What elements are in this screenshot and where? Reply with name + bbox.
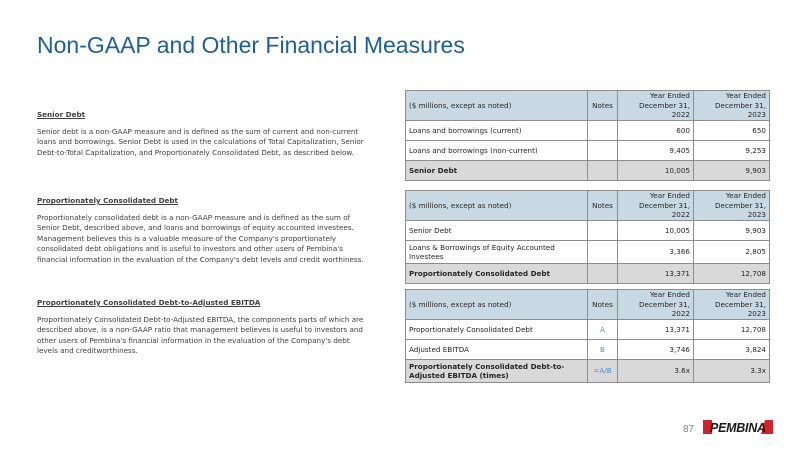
header-2022: Year Ended December 31, 2022 <box>618 91 694 121</box>
header-2023: Year Ended December 31, 2023 <box>694 91 770 121</box>
table-total-row <box>406 263 770 283</box>
header-notes: Notes <box>588 191 618 221</box>
row-note <box>588 120 618 140</box>
row-note: A <box>588 319 618 339</box>
row-value-2022: 13,371 <box>618 263 694 283</box>
row-note: =A/B <box>588 359 618 382</box>
row-label: Proportionately Consolidated Debt <box>406 263 588 283</box>
table-total-row <box>406 359 770 382</box>
pembina-logo <box>703 418 773 436</box>
section-heading: Senior Debt <box>37 110 86 119</box>
row-note <box>588 263 618 283</box>
table-header-row <box>406 290 770 320</box>
debt-to-ebitda-table <box>405 289 770 383</box>
header-units: ($ millions, except as noted) <box>406 191 588 221</box>
row-label: Loans and borrowings (non-current) <box>406 140 588 160</box>
section-senior-debt <box>37 110 367 158</box>
row-value-2023: 9,253 <box>694 140 770 160</box>
row-value-2022: 3,746 <box>618 339 694 359</box>
header-2022: Year Ended December 31, 2022 <box>618 290 694 320</box>
section-debt-to-ebitda <box>37 298 367 357</box>
row-value-2022: 3.6x <box>618 359 694 382</box>
row-note <box>588 240 618 263</box>
table-header-row <box>406 91 770 121</box>
row-note <box>588 220 618 240</box>
header-notes: Notes <box>588 290 618 320</box>
section-body: Proportionately Consolidated Debt-to-Adjusted EBITDA, the components parts of which are described above, is a non-GAAP ratio that management believes is useful to investors and other users of Pembina's financial information in the evaluation of the Company's debt levels and creditworthiness. <box>37 314 364 356</box>
row-value-2023: 9,903 <box>694 160 770 180</box>
table-row <box>406 339 770 359</box>
section-heading: Proportionately Consolidated Debt-to-Adjusted EBITDA <box>37 298 261 307</box>
row-value-2022: 10,005 <box>618 160 694 180</box>
row-note <box>588 140 618 160</box>
row-label: Senior Debt <box>406 220 588 240</box>
section-heading: Proportionately Consolidated Debt <box>37 196 178 205</box>
row-value-2022: 13,371 <box>618 319 694 339</box>
row-label: Adjusted EBITDA <box>406 339 588 359</box>
table-header-row <box>406 191 770 221</box>
row-label: Proportionately Consolidated Debt-to-Adjusted EBITDA (times) <box>406 359 588 382</box>
section-body: Proportionately consolidated debt is a non-GAAP measure and is defined as the sum of Senior Debt, described above, and loans and borrowings of equity accounted investees. Management believes this is a valuable measure of the Company's proportionately consolidated debt obligations and is useful to investors and other users of Pembina's financial information in the evaluation of the Company's debt levels and credit worthiness. <box>37 212 364 264</box>
proportionate-debt-table <box>405 190 770 284</box>
row-value-2023: 3,824 <box>694 339 770 359</box>
row-value-2023: 12,708 <box>694 263 770 283</box>
table-row <box>406 220 770 240</box>
table-row <box>406 319 770 339</box>
row-label: Proportionately Consolidated Debt <box>406 319 588 339</box>
table-row <box>406 240 770 263</box>
header-2023: Year Ended December 31, 2023 <box>694 191 770 221</box>
section-body: Senior debt is a non-GAAP measure and is defined as the sum of current and non-current loans and borrowings. Senior Debt is used in the calculations of Total Capitalization, Senior Debt-to-Total Capitalization, and Proportionately Consolidated Debt, as described below. <box>37 126 364 157</box>
section-proportionate-debt <box>37 196 367 266</box>
table-row <box>406 120 770 140</box>
logo-text: PEMBINA <box>710 421 766 435</box>
row-value-2022: 600 <box>618 120 694 140</box>
row-label: Senior Debt <box>406 160 588 180</box>
page-number: 87 <box>683 424 695 435</box>
row-value-2022: 9,405 <box>618 140 694 160</box>
row-value-2023: 9,903 <box>694 220 770 240</box>
table-total-row <box>406 160 770 180</box>
row-value-2023: 650 <box>694 120 770 140</box>
row-label: Loans and borrowings (current) <box>406 120 588 140</box>
header-notes: Notes <box>588 91 618 121</box>
header-units: ($ millions, except as noted) <box>406 91 588 121</box>
row-value-2023: 2,805 <box>694 240 770 263</box>
row-note: B <box>588 339 618 359</box>
row-value-2022: 3,366 <box>618 240 694 263</box>
row-value-2022: 10,005 <box>618 220 694 240</box>
row-value-2023: 3.3x <box>694 359 770 382</box>
row-value-2023: 12,708 <box>694 319 770 339</box>
header-units: ($ millions, except as noted) <box>406 290 588 320</box>
row-note <box>588 160 618 180</box>
header-2022: Year Ended December 31, 2022 <box>618 191 694 221</box>
senior-debt-table <box>405 90 770 181</box>
row-label: Loans & Borrowings of Equity Accounted Investees <box>406 240 588 263</box>
table-row <box>406 140 770 160</box>
page-title: Non-GAAP and Other Financial Measures <box>37 32 465 58</box>
header-2023: Year Ended December 31, 2023 <box>694 290 770 320</box>
